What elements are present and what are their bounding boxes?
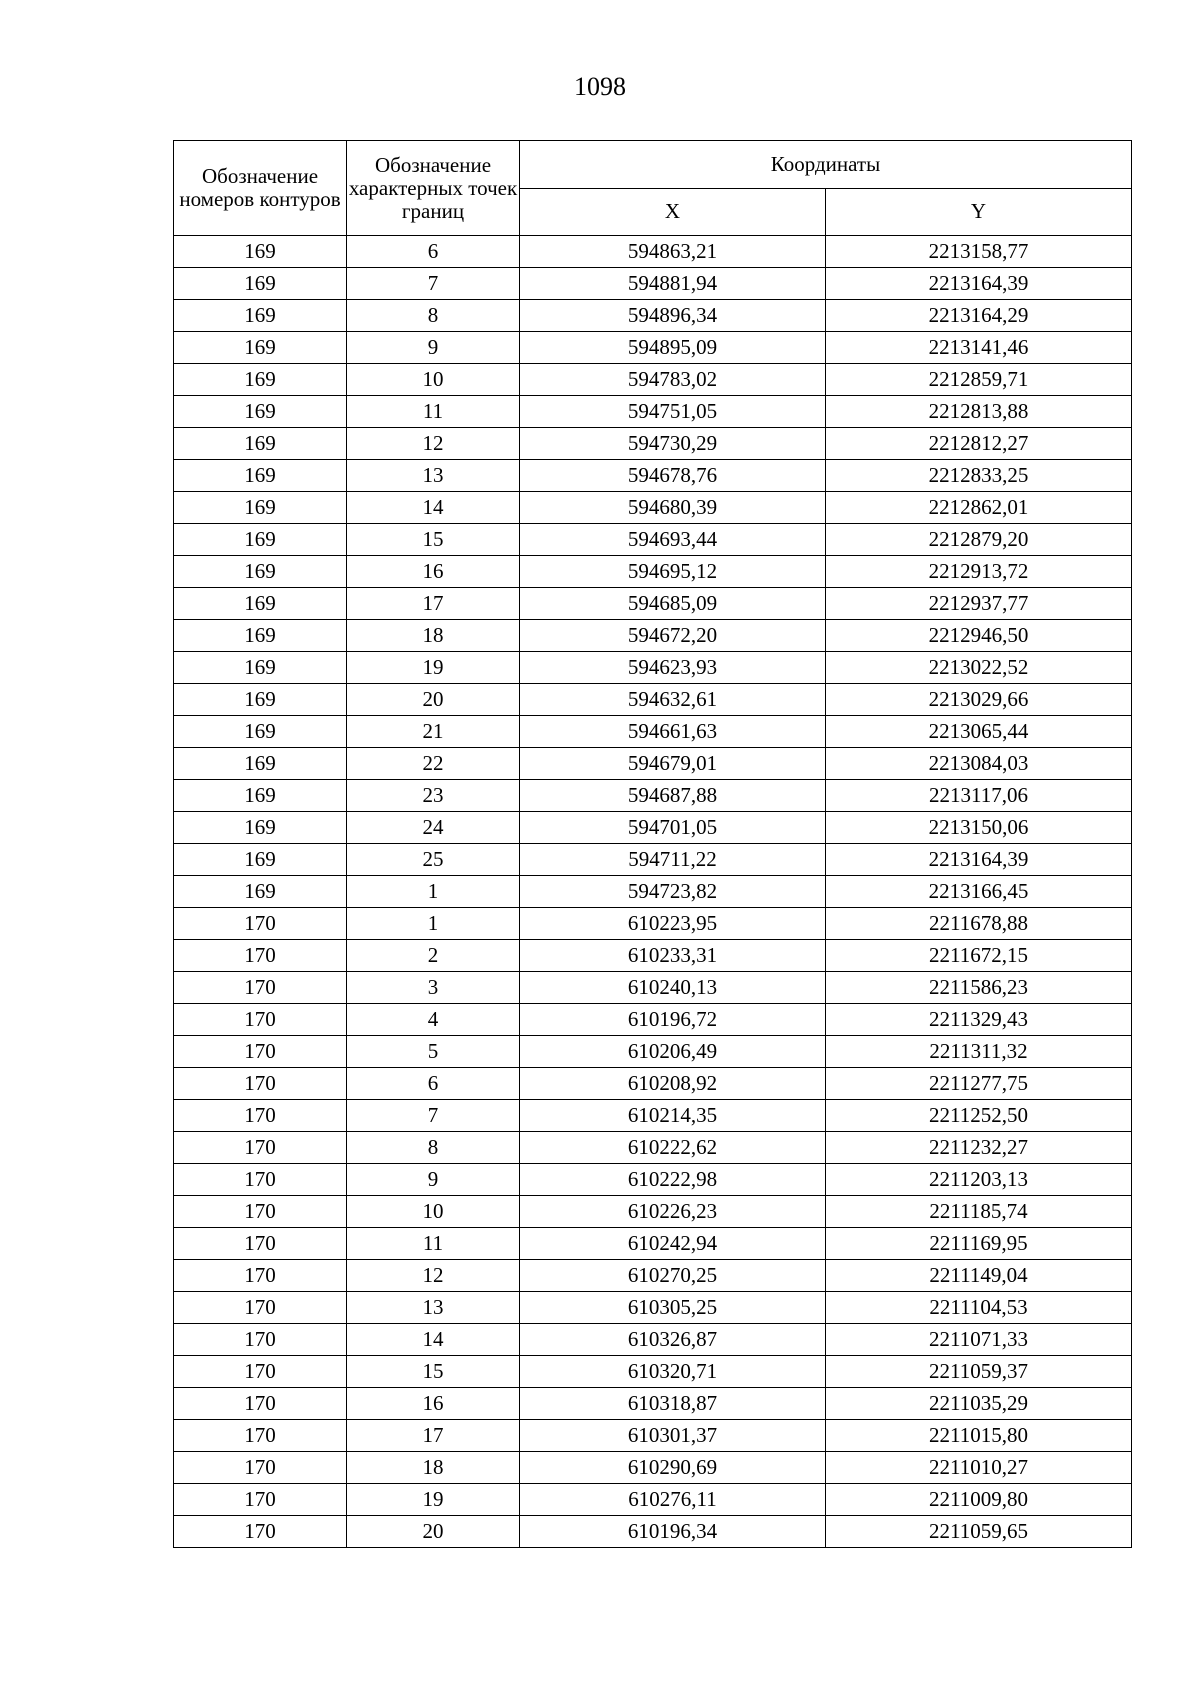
cell-contour-number: 170 <box>174 1100 347 1132</box>
cell-point-number: 2 <box>347 940 520 972</box>
table-row <box>174 1356 1132 1388</box>
cell-contour-number: 169 <box>174 844 347 876</box>
cell-point-number: 1 <box>347 908 520 940</box>
cell-contour-number: 170 <box>174 1004 347 1036</box>
cell-x: 610318,87 <box>520 1388 826 1420</box>
cell-x: 610208,92 <box>520 1068 826 1100</box>
cell-x: 610222,98 <box>520 1164 826 1196</box>
cell-contour-number: 170 <box>174 1260 347 1292</box>
cell-point-number: 25 <box>347 844 520 876</box>
cell-contour-number: 169 <box>174 460 347 492</box>
cell-point-number: 17 <box>347 1420 520 1452</box>
cell-point-number: 19 <box>347 1484 520 1516</box>
cell-contour-number: 170 <box>174 1196 347 1228</box>
cell-x: 594679,01 <box>520 748 826 780</box>
cell-y: 2213166,45 <box>826 876 1132 908</box>
cell-contour-number: 170 <box>174 1036 347 1068</box>
cell-contour-number: 170 <box>174 1452 347 1484</box>
cell-y: 2213150,06 <box>826 812 1132 844</box>
cell-point-number: 11 <box>347 1228 520 1260</box>
cell-y: 2211203,13 <box>826 1164 1132 1196</box>
cell-y: 2213164,39 <box>826 844 1132 876</box>
cell-point-number: 7 <box>347 268 520 300</box>
table-row <box>174 332 1132 364</box>
table-row <box>174 876 1132 908</box>
cell-y: 2213164,29 <box>826 300 1132 332</box>
cell-y: 2213164,39 <box>826 268 1132 300</box>
cell-y: 2212879,20 <box>826 524 1132 556</box>
table-row <box>174 1484 1132 1516</box>
cell-point-number: 16 <box>347 556 520 588</box>
cell-y: 2213084,03 <box>826 748 1132 780</box>
cell-contour-number: 170 <box>174 1164 347 1196</box>
cell-x: 610290,69 <box>520 1452 826 1484</box>
cell-y: 2211185,74 <box>826 1196 1132 1228</box>
table-row <box>174 812 1132 844</box>
cell-x: 594680,39 <box>520 492 826 524</box>
table-row <box>174 1260 1132 1292</box>
header-contour-numbers: Обозначение номеров контуров <box>174 141 347 236</box>
cell-x: 610233,31 <box>520 940 826 972</box>
cell-x: 594863,21 <box>520 236 826 268</box>
cell-contour-number: 169 <box>174 300 347 332</box>
cell-x: 610196,72 <box>520 1004 826 1036</box>
cell-contour-number: 170 <box>174 1132 347 1164</box>
cell-point-number: 3 <box>347 972 520 1004</box>
cell-y: 2211329,43 <box>826 1004 1132 1036</box>
cell-point-number: 22 <box>347 748 520 780</box>
cell-y: 2211311,32 <box>826 1036 1132 1068</box>
cell-y: 2211104,53 <box>826 1292 1132 1324</box>
cell-y: 2212813,88 <box>826 396 1132 428</box>
cell-y: 2211015,80 <box>826 1420 1132 1452</box>
table-row <box>174 1132 1132 1164</box>
cell-point-number: 8 <box>347 1132 520 1164</box>
cell-contour-number: 169 <box>174 652 347 684</box>
cell-y: 2211672,15 <box>826 940 1132 972</box>
cell-contour-number: 170 <box>174 1324 347 1356</box>
cell-contour-number: 170 <box>174 1420 347 1452</box>
table-row <box>174 780 1132 812</box>
table-row <box>174 684 1132 716</box>
table-row <box>174 268 1132 300</box>
cell-contour-number: 170 <box>174 1356 347 1388</box>
cell-point-number: 18 <box>347 1452 520 1484</box>
cell-y: 2211035,29 <box>826 1388 1132 1420</box>
cell-point-number: 12 <box>347 1260 520 1292</box>
table-header <box>174 141 1132 236</box>
cell-contour-number: 170 <box>174 1484 347 1516</box>
cell-x: 594895,09 <box>520 332 826 364</box>
cell-contour-number: 169 <box>174 716 347 748</box>
table-row <box>174 588 1132 620</box>
cell-x: 594661,63 <box>520 716 826 748</box>
cell-contour-number: 169 <box>174 556 347 588</box>
cell-x: 594623,93 <box>520 652 826 684</box>
table-row <box>174 1004 1132 1036</box>
table-row <box>174 428 1132 460</box>
cell-y: 2211059,65 <box>826 1516 1132 1548</box>
cell-point-number: 5 <box>347 1036 520 1068</box>
cell-y: 2211059,37 <box>826 1356 1132 1388</box>
cell-point-number: 9 <box>347 332 520 364</box>
cell-y: 2212833,25 <box>826 460 1132 492</box>
cell-contour-number: 170 <box>174 1228 347 1260</box>
cell-y: 2211586,23 <box>826 972 1132 1004</box>
cell-x: 594701,05 <box>520 812 826 844</box>
cell-point-number: 4 <box>347 1004 520 1036</box>
cell-y: 2212862,01 <box>826 492 1132 524</box>
cell-y: 2211071,33 <box>826 1324 1132 1356</box>
cell-contour-number: 170 <box>174 940 347 972</box>
cell-x: 594685,09 <box>520 588 826 620</box>
cell-x: 594678,76 <box>520 460 826 492</box>
cell-contour-number: 169 <box>174 236 347 268</box>
table-row <box>174 396 1132 428</box>
table-row <box>174 1292 1132 1324</box>
table-row <box>174 300 1132 332</box>
cell-contour-number: 169 <box>174 268 347 300</box>
cell-contour-number: 169 <box>174 588 347 620</box>
cell-x: 594711,22 <box>520 844 826 876</box>
cell-point-number: 20 <box>347 684 520 716</box>
table-body <box>174 236 1132 1548</box>
cell-contour-number: 169 <box>174 492 347 524</box>
cell-point-number: 20 <box>347 1516 520 1548</box>
table-row <box>174 236 1132 268</box>
cell-contour-number: 170 <box>174 1292 347 1324</box>
cell-point-number: 13 <box>347 1292 520 1324</box>
cell-point-number: 15 <box>347 1356 520 1388</box>
cell-y: 2212946,50 <box>826 620 1132 652</box>
cell-y: 2211277,75 <box>826 1068 1132 1100</box>
cell-x: 610276,11 <box>520 1484 826 1516</box>
cell-contour-number: 170 <box>174 1516 347 1548</box>
cell-x: 610326,87 <box>520 1324 826 1356</box>
header-y: Y <box>826 188 1132 236</box>
cell-y: 2213158,77 <box>826 236 1132 268</box>
cell-y: 2212913,72 <box>826 556 1132 588</box>
cell-x: 610196,34 <box>520 1516 826 1548</box>
cell-x: 594730,29 <box>520 428 826 460</box>
header-x: X <box>520 188 826 236</box>
cell-y: 2212812,27 <box>826 428 1132 460</box>
cell-x: 610223,95 <box>520 908 826 940</box>
cell-x: 594695,12 <box>520 556 826 588</box>
cell-point-number: 7 <box>347 1100 520 1132</box>
cell-y: 2211252,50 <box>826 1100 1132 1132</box>
cell-x: 610240,13 <box>520 972 826 1004</box>
cell-y: 2211169,95 <box>826 1228 1132 1260</box>
cell-x: 610226,23 <box>520 1196 826 1228</box>
cell-y: 2213029,66 <box>826 684 1132 716</box>
cell-point-number: 14 <box>347 492 520 524</box>
cell-x: 610222,62 <box>520 1132 826 1164</box>
table-row <box>174 1452 1132 1484</box>
table-row <box>174 1100 1132 1132</box>
table-row <box>174 460 1132 492</box>
table-row <box>174 908 1132 940</box>
header-boundary-points: Обозначение характерных точек границ <box>347 141 520 236</box>
cell-x: 610270,25 <box>520 1260 826 1292</box>
table-row <box>174 844 1132 876</box>
cell-point-number: 18 <box>347 620 520 652</box>
table-row <box>174 492 1132 524</box>
cell-x: 610242,94 <box>520 1228 826 1260</box>
cell-point-number: 15 <box>347 524 520 556</box>
table-row <box>174 1516 1132 1548</box>
cell-x: 594693,44 <box>520 524 826 556</box>
cell-x: 594723,82 <box>520 876 826 908</box>
table-row <box>174 940 1132 972</box>
cell-contour-number: 169 <box>174 428 347 460</box>
cell-x: 594672,20 <box>520 620 826 652</box>
cell-y: 2213141,46 <box>826 332 1132 364</box>
cell-y: 2211678,88 <box>826 908 1132 940</box>
table-row <box>174 716 1132 748</box>
table-row <box>174 556 1132 588</box>
cell-contour-number: 170 <box>174 972 347 1004</box>
table-row <box>174 1228 1132 1260</box>
table-row <box>174 524 1132 556</box>
cell-contour-number: 169 <box>174 748 347 780</box>
cell-x: 594632,61 <box>520 684 826 716</box>
cell-contour-number: 169 <box>174 876 347 908</box>
table-row <box>174 1324 1132 1356</box>
cell-contour-number: 169 <box>174 332 347 364</box>
cell-y: 2212859,71 <box>826 364 1132 396</box>
cell-point-number: 19 <box>347 652 520 684</box>
cell-contour-number: 169 <box>174 620 347 652</box>
table-row <box>174 620 1132 652</box>
cell-point-number: 24 <box>347 812 520 844</box>
cell-contour-number: 169 <box>174 812 347 844</box>
cell-point-number: 1 <box>347 876 520 908</box>
page-number: 1098 <box>574 72 626 101</box>
cell-point-number: 10 <box>347 364 520 396</box>
cell-point-number: 11 <box>347 396 520 428</box>
cell-point-number: 6 <box>347 236 520 268</box>
table-row <box>174 652 1132 684</box>
cell-x: 594783,02 <box>520 364 826 396</box>
cell-point-number: 16 <box>347 1388 520 1420</box>
cell-y: 2211009,80 <box>826 1484 1132 1516</box>
table-row <box>174 364 1132 396</box>
cell-x: 610206,49 <box>520 1036 826 1068</box>
cell-x: 610301,37 <box>520 1420 826 1452</box>
cell-point-number: 12 <box>347 428 520 460</box>
cell-x: 610214,35 <box>520 1100 826 1132</box>
table-row <box>174 748 1132 780</box>
cell-contour-number: 169 <box>174 524 347 556</box>
table-row <box>174 972 1132 1004</box>
cell-point-number: 23 <box>347 780 520 812</box>
cell-x: 610305,25 <box>520 1292 826 1324</box>
table-row <box>174 1036 1132 1068</box>
cell-point-number: 21 <box>347 716 520 748</box>
cell-y: 2211010,27 <box>826 1452 1132 1484</box>
cell-point-number: 8 <box>347 300 520 332</box>
cell-contour-number: 170 <box>174 1388 347 1420</box>
cell-y: 2213022,52 <box>826 652 1132 684</box>
table-row <box>174 1388 1132 1420</box>
cell-point-number: 9 <box>347 1164 520 1196</box>
table-row <box>174 1420 1132 1452</box>
cell-contour-number: 169 <box>174 780 347 812</box>
cell-point-number: 14 <box>347 1324 520 1356</box>
table-row <box>174 1068 1132 1100</box>
table-row <box>174 1164 1132 1196</box>
cell-contour-number: 170 <box>174 1068 347 1100</box>
header-coordinates: Координаты <box>520 141 1132 189</box>
cell-y: 2211149,04 <box>826 1260 1132 1292</box>
cell-y: 2211232,27 <box>826 1132 1132 1164</box>
cell-x: 594881,94 <box>520 268 826 300</box>
cell-x: 594896,34 <box>520 300 826 332</box>
cell-x: 594687,88 <box>520 780 826 812</box>
cell-contour-number: 169 <box>174 684 347 716</box>
table-row <box>174 1196 1132 1228</box>
cell-point-number: 17 <box>347 588 520 620</box>
cell-contour-number: 169 <box>174 364 347 396</box>
cell-y: 2212937,77 <box>826 588 1132 620</box>
cell-point-number: 10 <box>347 1196 520 1228</box>
cell-contour-number: 170 <box>174 908 347 940</box>
cell-x: 610320,71 <box>520 1356 826 1388</box>
cell-point-number: 6 <box>347 1068 520 1100</box>
cell-y: 2213065,44 <box>826 716 1132 748</box>
cell-y: 2213117,06 <box>826 780 1132 812</box>
cell-point-number: 13 <box>347 460 520 492</box>
cell-x: 594751,05 <box>520 396 826 428</box>
cell-contour-number: 169 <box>174 396 347 428</box>
coordinates-table <box>173 140 1132 1548</box>
